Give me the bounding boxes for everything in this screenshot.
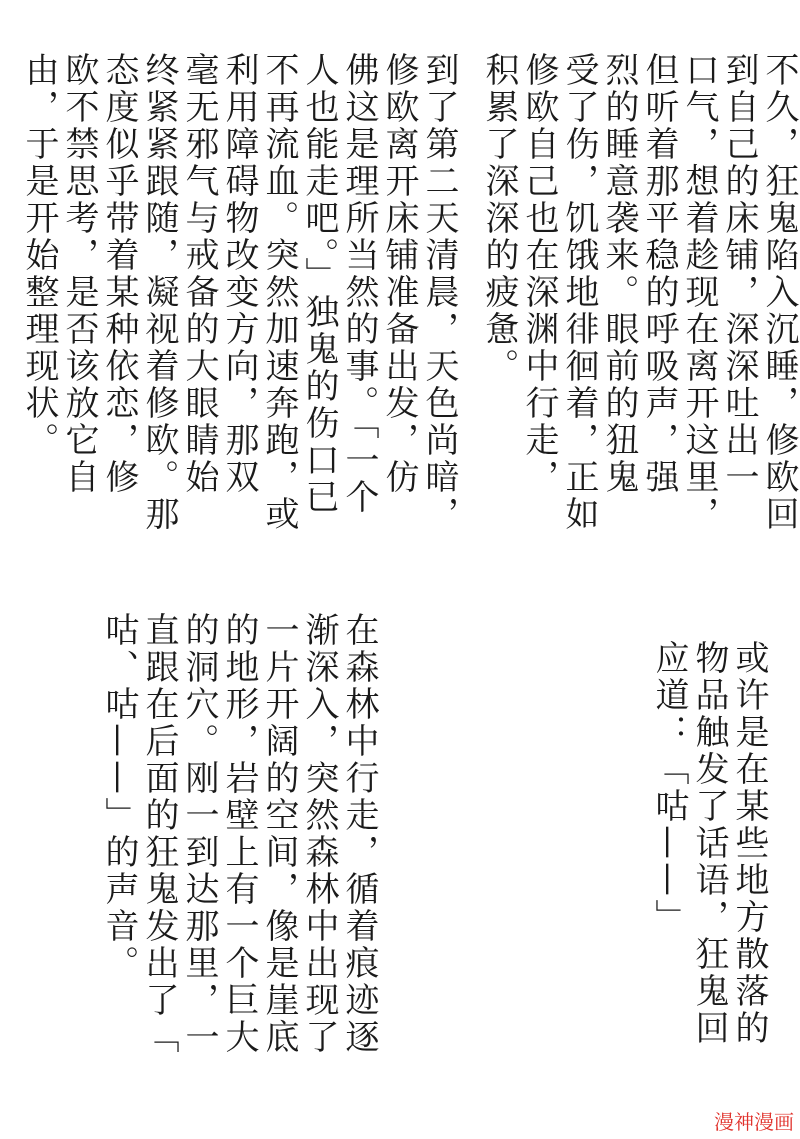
text-block-bottom-middle (80, 612, 380, 1092)
text-column: 佛这是理所当然的事。「一个 (339, 52, 379, 516)
text-column: 或许是在某些地方散落的 (729, 640, 769, 1047)
text-column: 到了第二天清晨，天色尚暗， (419, 52, 459, 533)
text-column: 直跟在后面的狂鬼发出了「 (139, 612, 179, 1056)
text-column: 不久，狂鬼陷入沉睡，修欧回 (759, 52, 799, 533)
text-column: 的洞穴。刚一到达那里，一 (179, 612, 219, 1056)
text-column: 态度似乎带着某种依恋，修 (99, 52, 139, 496)
text-column: 到自己的床铺，深深吐出一 (719, 52, 759, 496)
text-block-top-right (470, 52, 800, 572)
text-column: 毫无邪气与戒备的大眼睛始 (179, 52, 219, 496)
text-column: 但听着那平稳的呼吸声，强 (639, 52, 679, 496)
text-column: 一片开阔的空间，像是崖底 (259, 612, 299, 1056)
text-column: 口气，想着趁现在离开这里， (679, 52, 719, 533)
text-column: 咕、咕——」的声音。 (99, 612, 139, 982)
text-block-bottom-right (620, 640, 770, 1100)
text-column: 渐深入，突然森林中出现了 (299, 612, 339, 1056)
text-column: 烈的睡意袭来。眼前的狃鬼 (599, 52, 639, 496)
text-column: 修欧离开床铺准备出发，仿 (379, 52, 419, 496)
text-column: 修欧自己也在深渊中行走， (519, 52, 559, 496)
text-column: 应道：「咕——」 (649, 640, 689, 936)
text-column: 物品触发了话语，狂鬼回 (689, 640, 729, 1047)
text-column: 不再流血。突然加速奔跑，或 (259, 52, 299, 533)
text-column: 利用障碍物改变方向，那双 (219, 52, 259, 496)
watermark-logo: 漫神漫画 (714, 1110, 794, 1134)
text-column: 由，于是开始整理现状。 (19, 52, 59, 459)
text-column: 积累了深深的疲惫。 (479, 52, 519, 385)
text-column: 终紧紧跟随，凝视着修欧。那 (139, 52, 179, 533)
text-column: 人也能走吧。」独鬼的伤口已 (299, 52, 339, 516)
text-block-top-left (10, 52, 460, 612)
text-column: 的地形，岩壁上有一个巨大 (219, 612, 259, 1056)
text-column: 欧不禁思考，是否该放它自 (59, 52, 99, 496)
text-column: 受了伤，饥饿地徘徊着，正如 (559, 52, 599, 533)
text-column: 在森林中行走，循着痕迹逐 (339, 612, 379, 1056)
